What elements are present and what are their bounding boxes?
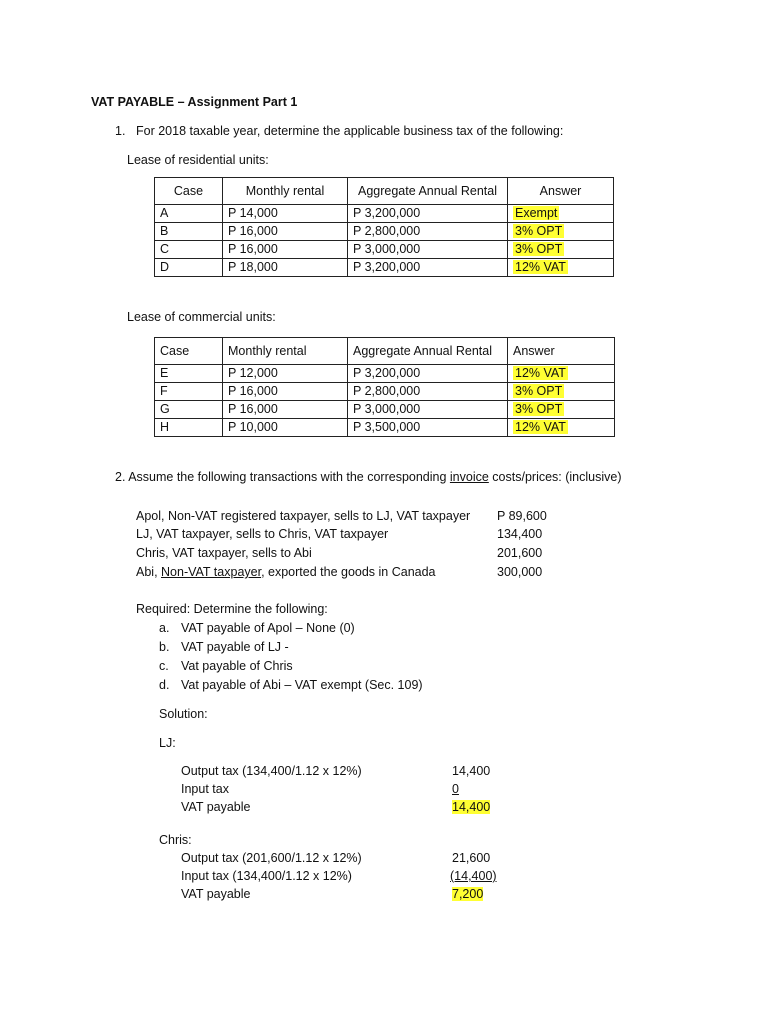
header-case: Case [155,338,223,365]
header-monthly-rental: Monthly rental [223,338,348,365]
transaction-desc-lj: LJ, VAT taxpayer, sells to Chris, VAT taxpayer [136,527,389,541]
header-aggregate-annual-rental: Aggregate Annual Rental [348,178,508,205]
header-answer: Answer [508,178,614,205]
answer-highlight: Exempt [515,206,558,220]
answer-cell [508,205,614,223]
chris-payable-label: VAT payable [181,887,251,901]
annual-cell: P 2,800,000 [348,223,508,241]
monthly-cell: P 16,000 [223,383,348,401]
q2-intro-underlined: invoice [449,470,489,484]
case-cell: G [155,401,223,419]
item-text-a: VAT payable of Apol – None (0) [181,621,355,635]
annual-cell: P 3,200,000 [348,205,508,223]
item-letter-a: a. [159,621,170,635]
lj-payable-value: 14,400 [452,800,491,814]
answer-cell [508,223,614,241]
case-cell: H [155,419,223,437]
answer-cell [508,401,615,419]
chris-label: Chris: [159,833,192,847]
chris-input-value: (14,400) [450,869,497,883]
answer-highlight: 3% OPT [515,242,563,256]
annual-cell: P 3,200,000 [348,365,508,383]
lj-input-label: Input tax [181,782,229,796]
answer-cell [508,365,615,383]
commercial-table [154,337,615,437]
table-row [155,259,614,277]
annual-cell: P 3,200,000 [348,259,508,277]
case-cell: B [155,223,223,241]
table-header-row [155,338,615,365]
item-text-b: VAT payable of LJ - [181,640,289,654]
table-header-row [155,178,614,205]
transaction-amount-abi: 300,000 [497,565,543,579]
header-aggregate-annual-rental: Aggregate Annual Rental [348,338,508,365]
transaction-desc-abi [136,564,436,580]
table-row [155,419,615,437]
answer-cell [508,419,615,437]
case-cell: A [155,205,223,223]
monthly-cell: P 16,000 [223,401,348,419]
lj-payable-wrap [452,799,490,815]
table-row [155,241,614,259]
abi-pre: Abi, [136,565,162,579]
case-cell: F [155,383,223,401]
transaction-desc-apol: Apol, Non-VAT registered taxpayer, sells to LJ, VAT taxpayer [136,509,471,523]
transaction-desc-chris: Chris, VAT taxpayer, sells to Abi [136,546,312,560]
case-cell: C [155,241,223,259]
case-cell: D [155,259,223,277]
answer-cell [508,383,615,401]
annual-cell: P 3,000,000 [348,241,508,259]
chris-output-value: 21,600 [452,851,491,865]
chris-payable-wrap [452,886,483,902]
transaction-amount-chris: 201,600 [497,546,543,560]
monthly-cell: P 16,000 [223,223,348,241]
header-case: Case [155,178,223,205]
answer-highlight: 12% VAT [515,366,566,380]
lj-payable-label: VAT payable [181,800,251,814]
answer-cell [508,259,614,277]
answer-highlight: 3% OPT [515,224,563,238]
commercial-heading: Lease of commercial units: [127,310,276,324]
transaction-amount-apol: P 89,600 [497,509,547,523]
abi-underlined: Non-VAT taxpayer [161,565,262,579]
required-label: Required: Determine the following: [136,602,328,616]
annual-cell: P 3,000,000 [348,401,508,419]
abi-post: , exported the goods in Canada [261,565,436,579]
item-text-c: Vat payable of Chris [181,659,293,673]
chris-input-label: Input tax (134,400/1.12 x 12%) [181,869,352,883]
q2-intro-post: costs/prices: (inclusive) [488,470,622,484]
q1-number: 1. [115,124,126,138]
q2-intro-pre: 2. Assume the following transactions with the corresponding [115,470,450,484]
chris-payable-value: 7,200 [452,887,484,901]
lj-label: LJ: [159,736,176,750]
answer-cell [508,241,614,259]
transaction-amount-lj: 134,400 [497,527,543,541]
item-letter-d: d. [159,678,170,692]
monthly-cell: P 14,000 [223,205,348,223]
item-text-d: Vat payable of Abi – VAT exempt (Sec. 109) [181,678,423,692]
item-letter-b: b. [159,640,170,654]
lj-output-value: 14,400 [452,764,491,778]
table-row [155,365,615,383]
residential-heading: Lease of residential units: [127,153,269,167]
q2-intro [115,469,622,485]
monthly-cell: P 18,000 [223,259,348,277]
table-row [155,223,614,241]
item-letter-c: c. [159,659,169,673]
answer-highlight: 12% VAT [515,420,566,434]
header-monthly-rental: Monthly rental [223,178,348,205]
answer-highlight: 12% VAT [515,260,566,274]
answer-highlight: 3% OPT [515,384,563,398]
chris-output-label: Output tax (201,600/1.12 x 12%) [181,851,362,865]
table-row [155,205,614,223]
table-row [155,383,615,401]
table-row [155,401,615,419]
monthly-cell: P 16,000 [223,241,348,259]
annual-cell: P 3,500,000 [348,419,508,437]
monthly-cell: P 10,000 [223,419,348,437]
lj-input-value: 0 [452,782,459,796]
answer-highlight: 3% OPT [515,402,563,416]
page-title: VAT PAYABLE – Assignment Part 1 [91,95,298,109]
monthly-cell: P 12,000 [223,365,348,383]
annual-cell: P 2,800,000 [348,383,508,401]
q1-text: For 2018 taxable year, determine the applicable business tax of the following: [136,124,564,138]
solution-label: Solution: [159,707,208,721]
header-answer: Answer [508,338,615,365]
residential-table [154,177,614,277]
lj-output-label: Output tax (134,400/1.12 x 12%) [181,764,362,778]
case-cell: E [155,365,223,383]
